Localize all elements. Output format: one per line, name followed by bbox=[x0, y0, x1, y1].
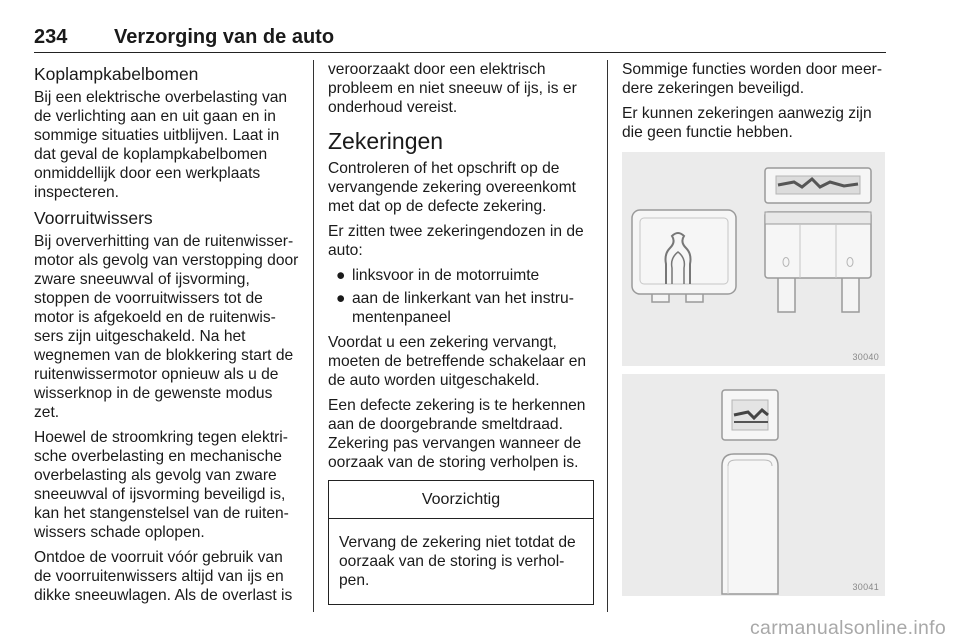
heading-voorruitwissers: Voorruitwissers bbox=[34, 208, 153, 228]
column-middle bbox=[328, 60, 594, 605]
paragraph-controleren: Controleren of het opschrift op de vervangende zekering overeenkomt met dat op de defecte zekering. bbox=[328, 160, 576, 215]
fuse-illustration-figure bbox=[622, 152, 885, 366]
paragraph-kunnen: Er kunnen zekeringen aanwezig zijn die geen functie hebben. bbox=[622, 105, 872, 141]
list-item bbox=[328, 289, 594, 327]
fusebox-location-list bbox=[328, 266, 594, 327]
page-header bbox=[34, 26, 886, 53]
caution-box bbox=[328, 480, 594, 605]
page-title: Verzorging van de auto bbox=[114, 26, 335, 48]
column-divider bbox=[607, 60, 608, 612]
paragraph-koplamp: Bij een elektrische overbelasting van de verlichting aan en uit gaan en in sommige situaties uitblijven. Laat in dat geval de koplampkabelbomen onmiddellijk door een werkplaats inspecteren. bbox=[34, 89, 288, 201]
caution-text: Vervang de zekering niet totdat de oorzaak van de storing is verholpen. bbox=[339, 534, 576, 589]
fuse-puller-figure bbox=[622, 374, 885, 596]
paragraph-zekeringendozen: Er zitten twee zekeringendozen in de auto: bbox=[328, 223, 584, 259]
column-left bbox=[34, 60, 300, 611]
watermark: carmanualsonline.info bbox=[750, 617, 946, 639]
fuse-puller-illustration bbox=[622, 374, 885, 596]
paragraph-voorruit-2: Hoewel de stroomkring tegen elektrische overbelasting en mechanische overbelasting als gevolg van zware sneeuwval of ijsvorming beveiligd is, kan het stangenstelsel van de ruitenwissers schade oplopen. bbox=[34, 429, 289, 541]
list-item-text: aan de linkerkant van het instrumentenpaneel bbox=[352, 290, 574, 326]
paragraph-defect: Een defecte zekering is te herkennen aan de doorgebrande smeltdraad. Zekering pas vervangen wanneer de oorzaak van de storing verholpen is. bbox=[328, 397, 586, 471]
list-item bbox=[328, 266, 594, 285]
paragraph-sommige: Sommige functies worden door meerdere zekeringen beveiligd. bbox=[622, 61, 883, 97]
heading-zekeringen: Zekeringen bbox=[328, 128, 444, 154]
bullet-icon: ● bbox=[336, 267, 346, 284]
figure-id: 30040 bbox=[852, 352, 879, 362]
column-divider bbox=[313, 60, 314, 612]
heading-koplampkabelbomen: Koplampkabelbomen bbox=[34, 64, 199, 84]
paragraph-voordat: Voordat u een zekering vervangt, moeten de betreffende schakelaar en de auto worden uitgeschakeld. bbox=[328, 334, 587, 389]
caution-title: Voorzichtig bbox=[329, 481, 593, 519]
paragraph-voorruit-1: Bij oververhitting van de ruitenwissermotor als gevolg van verstopping door zware sneeuwval of ijsvorming, stoppen de voorruitwissers tot de motor is afgekoeld en de ruitenwissers zijn uitgeschakeld. Na het wegnemen van de blokkering start de ruitenwissermotor opnieuw als u de wisserknop in de gewenste modus zet. bbox=[34, 233, 299, 421]
page-number: 234 bbox=[34, 26, 68, 48]
column-right bbox=[622, 60, 888, 148]
paragraph-continuation: veroorzaakt door een elektrisch probleem en niet sneeuw of ijs, is er onderhoud vereist. bbox=[328, 61, 577, 116]
figure-id: 30041 bbox=[852, 582, 879, 592]
paragraph-voorruit-3: Ontdoe de voorruit vóór gebruik van de voorruitenwissers altijd van ijs en dikke sneeuwlagen. Als de overlast is bbox=[34, 549, 293, 604]
bullet-icon: ● bbox=[336, 290, 346, 307]
blade-fuse-illustration bbox=[622, 152, 885, 366]
list-item-text: linksvoor in de motorruimte bbox=[352, 267, 540, 284]
